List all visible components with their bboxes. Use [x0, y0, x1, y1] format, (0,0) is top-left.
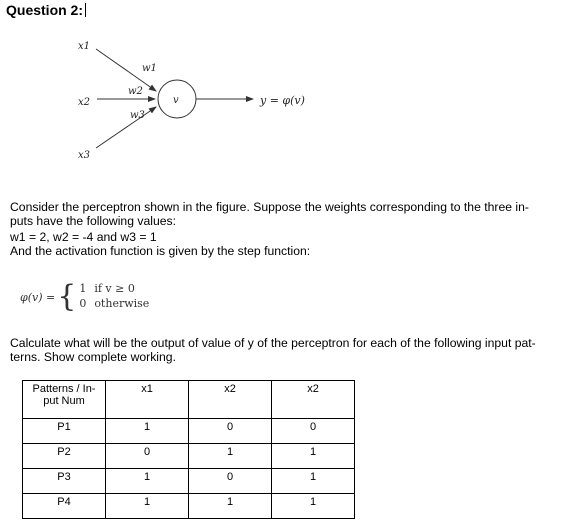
- table-cell: 1: [272, 444, 355, 469]
- intro-line-2: puts have the following values:: [10, 214, 176, 228]
- case2-value: 0: [79, 297, 87, 310]
- table-row: [23, 494, 355, 519]
- table-cell: P1: [23, 419, 106, 444]
- question-heading-text: Question 2:: [6, 2, 84, 18]
- weight-label-w1: w1: [142, 63, 157, 74]
- weights-line: w1 = 2, w2 = -4 and w3 = 1: [10, 230, 157, 244]
- brace: {: [57, 279, 77, 314]
- table-cell: P3: [23, 469, 106, 494]
- text-cursor: [85, 3, 86, 17]
- table-header-cell: x2: [189, 381, 272, 419]
- input-label-x1: x1: [78, 41, 91, 52]
- table-row: [23, 419, 355, 444]
- task-paragraph: [10, 336, 580, 364]
- step-function: [20, 279, 150, 314]
- table-cell: P4: [23, 494, 106, 519]
- input-patterns-table: [22, 380, 355, 519]
- table-cell: 1: [272, 469, 355, 494]
- table-header-cell: x2: [272, 381, 355, 419]
- input-label-x3: x3: [78, 150, 91, 161]
- table-cell: 0: [189, 419, 272, 444]
- node-label: v: [173, 95, 179, 106]
- table-cell: 0: [272, 419, 355, 444]
- table-header-row: [23, 381, 355, 419]
- input-label-x2: x2: [78, 97, 91, 108]
- table-cell: 0: [106, 444, 189, 469]
- table-header-cell: x1: [106, 381, 189, 419]
- step-function-lhs: φ(v) =: [20, 290, 56, 304]
- table-cell: 1: [272, 494, 355, 519]
- weight-label-w3: w3: [130, 110, 145, 121]
- case1-condition: if v ≥ 0: [94, 282, 135, 295]
- perceptron-diagram: [70, 36, 360, 166]
- weight-label-w2: w2: [128, 86, 143, 97]
- table-row: [23, 444, 355, 469]
- output-label: y = φ(v): [260, 94, 305, 107]
- edge-x3: [96, 107, 156, 148]
- table-cell: P2: [23, 444, 106, 469]
- intro-line-1: Consider the perceptron shown in the figure. Suppose the weights corresponding to the three in-: [10, 200, 529, 214]
- intro-paragraph: [10, 200, 580, 228]
- task-line-1: Calculate what will be the output of value of y of the perceptron for each of the following input pat-: [10, 336, 536, 350]
- table-header-cell: Patterns / In-put Num: [23, 381, 106, 419]
- case2-condition: otherwise: [94, 297, 150, 310]
- question-heading: [6, 2, 86, 18]
- table-cell: 1: [106, 469, 189, 494]
- table-cell: 1: [189, 494, 272, 519]
- table-cell: 1: [106, 419, 189, 444]
- task-line-2: terns. Show complete working.: [10, 350, 176, 364]
- table-cell: 0: [189, 469, 272, 494]
- table-row: [23, 469, 355, 494]
- case1-value: 1: [79, 282, 87, 295]
- table-cell: 1: [106, 494, 189, 519]
- table-cell: 1: [189, 444, 272, 469]
- activation-line: And the activation function is given by the step function:: [10, 244, 311, 258]
